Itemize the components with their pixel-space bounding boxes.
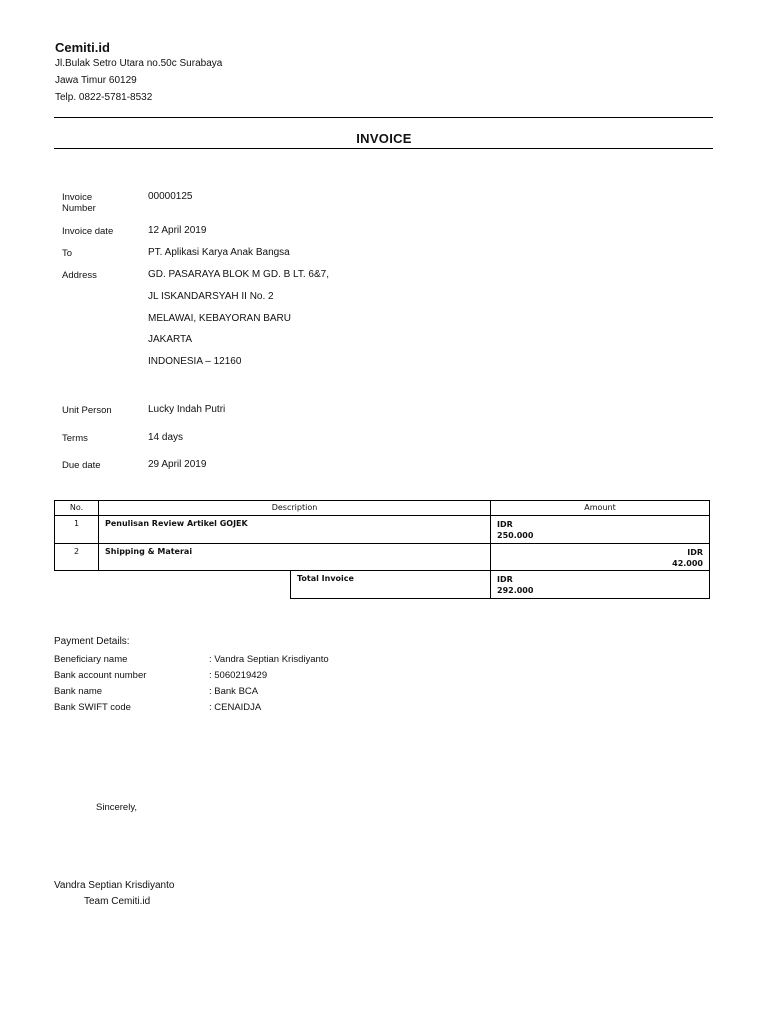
header-top-rule — [54, 117, 713, 118]
invoice-number-label-2: Number — [62, 203, 96, 214]
row-no: 2 — [55, 544, 99, 571]
invoice-number-value: 00000125 — [148, 191, 193, 202]
payment-details-heading: Payment Details: — [54, 636, 130, 647]
terms-value: 14 days — [148, 432, 184, 443]
invoice-date-value: 12 April 2019 — [148, 225, 207, 236]
address-line: JL ISKANDARSYAH II No. 2 — [148, 291, 274, 302]
address-line: GD. PASARAYA BLOK M GD. B LT. 6&7, — [148, 269, 329, 280]
row-no: 1 — [55, 516, 99, 544]
sincerely-text: Sincerely, — [96, 802, 138, 813]
address-line: INDONESIA – 12160 — [148, 356, 242, 367]
row-amount: 250.000 — [497, 531, 534, 540]
due-date-value: 29 April 2019 — [148, 459, 207, 470]
bank-name-label: Bank name — [54, 686, 103, 697]
signer-team: Team Cemiti.id — [84, 896, 151, 907]
invoice-number-label-1: Invoice — [62, 192, 93, 203]
address-line: JAKARTA — [148, 334, 193, 345]
company-address-line2: Jawa Timur 60129 — [55, 75, 137, 86]
account-number-label: Bank account number — [54, 670, 147, 681]
table-header-row — [55, 501, 710, 516]
due-date-label: Due date — [62, 460, 101, 471]
total-amount: 292.000 — [497, 586, 534, 595]
header-amount: Amount — [491, 501, 710, 516]
to-value: PT. Aplikasi Karya Anak Bangsa — [148, 247, 290, 258]
header-bottom-rule — [54, 148, 713, 149]
header-no: No. — [55, 501, 99, 516]
company-name: Cemiti.id — [55, 40, 110, 55]
row-amount: 42.000 — [672, 559, 703, 568]
address-line: MELAWAI, KEBAYORAN BARU — [148, 313, 291, 324]
unit-person-value: Lucky Indah Putri — [148, 404, 226, 415]
table-row — [55, 544, 710, 571]
table-row — [55, 516, 710, 544]
row-amount-cell — [491, 516, 710, 544]
unit-person-label: Unit Person — [62, 405, 112, 416]
company-address-line1: Jl.Bulak Setro Utara no.50c Surabaya — [55, 58, 223, 69]
total-row — [55, 571, 710, 599]
row-amount-cell — [491, 544, 710, 571]
address-label: Address — [62, 270, 97, 281]
total-currency: IDR — [497, 575, 513, 584]
swift-code-value: : CENAIDJA — [209, 702, 262, 713]
signer-name: Vandra Septian Krisdiyanto — [54, 880, 175, 891]
beneficiary-label: Beneficiary name — [54, 654, 128, 665]
company-phone: Telp. 0822-5781-8532 — [55, 92, 153, 103]
row-currency: IDR — [687, 548, 703, 557]
row-description: Penulisan Review Artikel GOJEK — [99, 516, 491, 544]
header-description: Description — [99, 501, 491, 516]
bank-name-value: : Bank BCA — [209, 686, 259, 697]
invoice-title: INVOICE — [356, 131, 412, 146]
total-amount-cell — [491, 571, 710, 599]
terms-label: Terms — [62, 433, 88, 444]
invoice-items-table — [54, 500, 710, 599]
row-description: Shipping & Materai — [99, 544, 491, 571]
swift-code-label: Bank SWIFT code — [54, 702, 131, 713]
total-label: Total Invoice — [291, 571, 491, 599]
row-currency: IDR — [497, 520, 513, 529]
beneficiary-value: : Vandra Septian Krisdiyanto — [209, 654, 329, 665]
to-label: To — [62, 248, 73, 259]
invoice-date-label: Invoice date — [62, 226, 114, 237]
account-number-value: : 5060219429 — [209, 670, 268, 681]
